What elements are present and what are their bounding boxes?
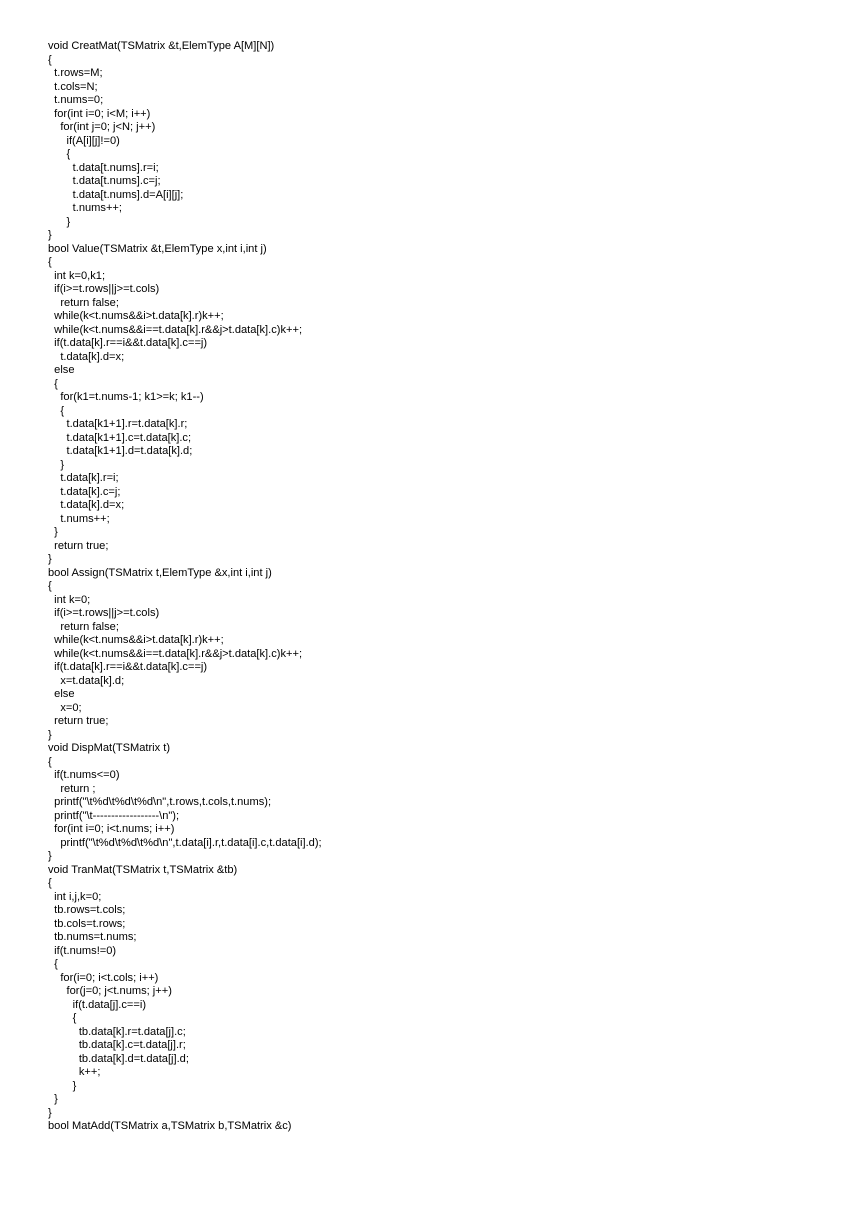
code-listing — [48, 40, 322, 1134]
code-line: return false; — [48, 296, 119, 309]
code-line: t.data[t.nums].d=A[i][j]; — [48, 188, 184, 201]
code-line: if(i>=t.rows||j>=t.cols) — [48, 607, 160, 619]
code-line: t.rows=M; — [48, 67, 103, 79]
code-line: if(t.data[k].r==i&&t.data[k].c==j) — [48, 661, 208, 673]
code-line: x=0; — [48, 701, 82, 714]
code-line: for(k1=t.nums-1; k1>=k; k1--) — [48, 391, 204, 403]
code-line: { — [48, 53, 52, 66]
code-line: for(int j=0; j<N; j++) — [48, 121, 156, 133]
code-line: x=t.data[k].d; — [48, 674, 125, 687]
code-line: } — [48, 850, 52, 862]
code-line: for(i=0; i<t.cols; i++) — [48, 971, 159, 984]
code-line: t.data[k].c=j; — [48, 485, 121, 498]
code-line: if(A[i][j]!=0) — [48, 134, 120, 147]
code-line: else — [48, 364, 75, 376]
code-line: t.data[k1+1].d=t.data[k].d; — [48, 445, 193, 457]
code-line: } — [48, 728, 52, 741]
code-line: while(k<t.nums&&i>t.data[k].r)k++; — [48, 634, 224, 646]
code-line: else — [48, 688, 75, 700]
code-line: { — [48, 958, 58, 970]
code-line: return false; — [48, 620, 119, 633]
code-line: t.data[k].d=x; — [48, 499, 125, 511]
code-line: t.data[t.nums].r=i; — [48, 161, 159, 174]
code-line: t.nums++; — [48, 512, 110, 525]
code-line: } — [48, 215, 71, 228]
code-line: for(j=0; j<t.nums; j++) — [48, 985, 172, 997]
code-line: if(t.data[k].r==i&&t.data[k].c==j) — [48, 337, 208, 349]
code-line: int k=0; — [48, 593, 91, 606]
code-line: tb.rows=t.cols; — [48, 904, 126, 916]
code-line: t.data[k].d=x; — [48, 350, 125, 363]
code-line: t.data[k1+1].r=t.data[k].r; — [48, 418, 188, 430]
code-line: return ; — [48, 782, 96, 795]
code-line: for(int i=0; i<M; i++) — [48, 107, 151, 120]
code-line: printf("\t------------------\n"); — [48, 809, 180, 822]
code-line: { — [48, 377, 58, 390]
code-line: void CreatMat(TSMatrix &t,ElemType A[M][N]) — [48, 40, 275, 52]
code-line: { — [48, 1012, 77, 1024]
code-line: void TranMat(TSMatrix t,TSMatrix &tb) — [48, 863, 238, 876]
code-line: void DispMat(TSMatrix t) — [48, 742, 171, 754]
code-line: return true; — [48, 715, 109, 727]
code-line: for(int i=0; i<t.nums; i++) — [48, 823, 175, 835]
code-line: t.nums=0; — [48, 94, 104, 106]
code-line: if(t.data[j].c==i) — [48, 998, 147, 1011]
code-line: int i,j,k=0; — [48, 890, 102, 903]
code-line: tb.nums=t.nums; — [48, 931, 137, 943]
code-line: bool Assign(TSMatrix t,ElemType &x,int i,int j) — [48, 566, 272, 579]
code-line: { — [48, 404, 65, 417]
code-line: int k=0,k1; — [48, 269, 106, 282]
code-line: } — [48, 1079, 77, 1092]
code-line: tb.data[k].r=t.data[j].c; — [48, 1025, 186, 1038]
code-line: printf("\t%d\t%d\t%d\n",t.data[i].r,t.data[i].c,t.data[i].d); — [48, 836, 322, 849]
code-line: bool MatAdd(TSMatrix a,TSMatrix b,TSMatrix &c) — [48, 1120, 292, 1132]
code-line: t.data[t.nums].c=j; — [48, 175, 161, 187]
code-line: while(k<t.nums&&i==t.data[k].r&&j>t.data[k].c)k++; — [48, 323, 303, 336]
code-line: { — [48, 755, 52, 768]
code-line: tb.data[k].d=t.data[j].d; — [48, 1052, 189, 1065]
code-line: if(i>=t.rows||j>=t.cols) — [48, 283, 160, 295]
code-line: } — [48, 458, 65, 471]
code-line: t.nums++; — [48, 202, 122, 214]
code-line: t.data[k].r=i; — [48, 472, 119, 484]
code-line: while(k<t.nums&&i>t.data[k].r)k++; — [48, 310, 224, 322]
code-line: } — [48, 1106, 52, 1119]
code-line: { — [48, 580, 52, 592]
code-line: t.data[k1+1].c=t.data[k].c; — [48, 431, 192, 444]
code-line: bool Value(TSMatrix &t,ElemType x,int i,int j) — [48, 242, 267, 255]
code-line: if(t.nums<=0) — [48, 769, 120, 781]
code-line: { — [48, 877, 52, 889]
code-line: } — [48, 553, 52, 565]
code-line: { — [48, 256, 52, 268]
code-line: return true; — [48, 539, 109, 552]
code-line: } — [48, 229, 52, 241]
code-line: tb.cols=t.rows; — [48, 917, 126, 930]
code-line: } — [48, 1093, 58, 1105]
code-line: while(k<t.nums&&i==t.data[k].r&&j>t.data[k].c)k++; — [48, 647, 303, 660]
code-line: tb.data[k].c=t.data[j].r; — [48, 1039, 186, 1051]
code-line: } — [48, 526, 58, 538]
code-line: k++; — [48, 1066, 101, 1078]
code-line: printf("\t%d\t%d\t%d\n",t.rows,t.cols,t.nums); — [48, 796, 272, 808]
code-line: if(t.nums!=0) — [48, 944, 117, 957]
code-line: { — [48, 148, 71, 160]
code-line: t.cols=N; — [48, 80, 98, 93]
